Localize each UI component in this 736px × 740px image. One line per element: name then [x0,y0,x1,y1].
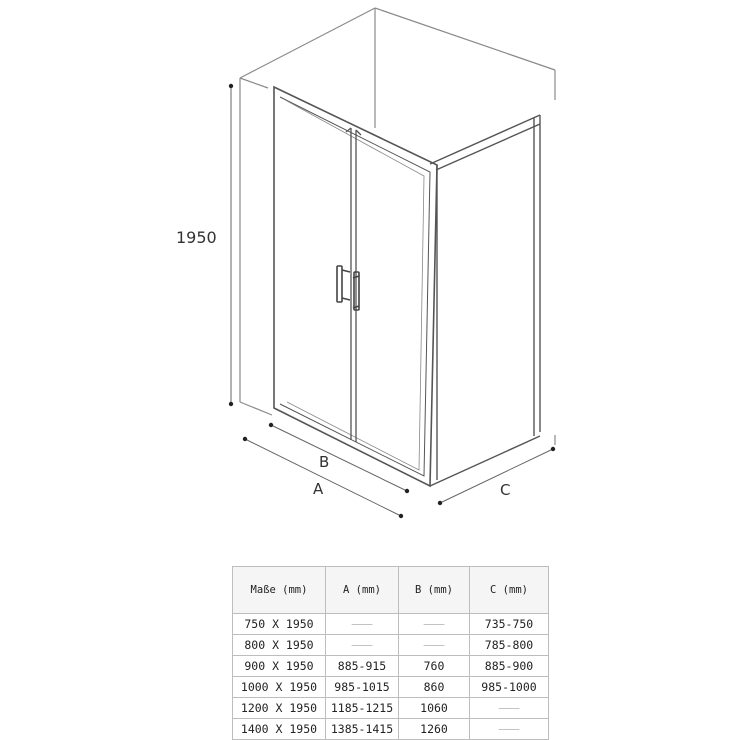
cell-c: 735-750 [470,614,549,635]
cell-a: ——— [326,614,399,635]
cell-a: 1185-1215 [326,698,399,719]
cell-c: 885-900 [470,656,549,677]
cell-c: 985-1000 [470,677,549,698]
cell-b: 1260 [399,719,470,740]
header-a: A (mm) [326,567,399,614]
height-dimension-label: 1950 [176,228,217,247]
c-dimension-label: C [500,481,511,499]
cell-b: ——— [399,635,470,656]
wall-outline [240,8,555,445]
cell-b: 860 [399,677,470,698]
table-row [233,698,549,719]
cell-a: 985-1015 [326,677,399,698]
cell-b: 1060 [399,698,470,719]
cell-b: ——— [399,614,470,635]
header-dimensions: Maße (mm) [233,567,326,614]
table-header-row [233,567,549,614]
cell-a: 885-915 [326,656,399,677]
cell-size: 1200 X 1950 [233,698,326,719]
table-row [233,614,549,635]
size-table [232,566,549,740]
height-dimension-line [229,84,233,406]
table-row [233,656,549,677]
cell-a: ——— [326,635,399,656]
table-row [233,677,549,698]
table-row [233,719,549,740]
cell-size: 900 X 1950 [233,656,326,677]
side-panel [430,115,540,486]
header-c: C (mm) [470,567,549,614]
cell-size: 750 X 1950 [233,614,326,635]
cell-c: ——— [470,719,549,740]
cell-c: 785-800 [470,635,549,656]
b-dimension-label: B [319,453,330,471]
cell-size: 800 X 1950 [233,635,326,656]
cell-c: ——— [470,698,549,719]
header-b: B (mm) [399,567,470,614]
a-dimension-label: A [313,480,324,498]
cell-a: 1385-1415 [326,719,399,740]
cell-size: 1000 X 1950 [233,677,326,698]
cell-b: 760 [399,656,470,677]
cell-size: 1400 X 1950 [233,719,326,740]
table-row [233,635,549,656]
